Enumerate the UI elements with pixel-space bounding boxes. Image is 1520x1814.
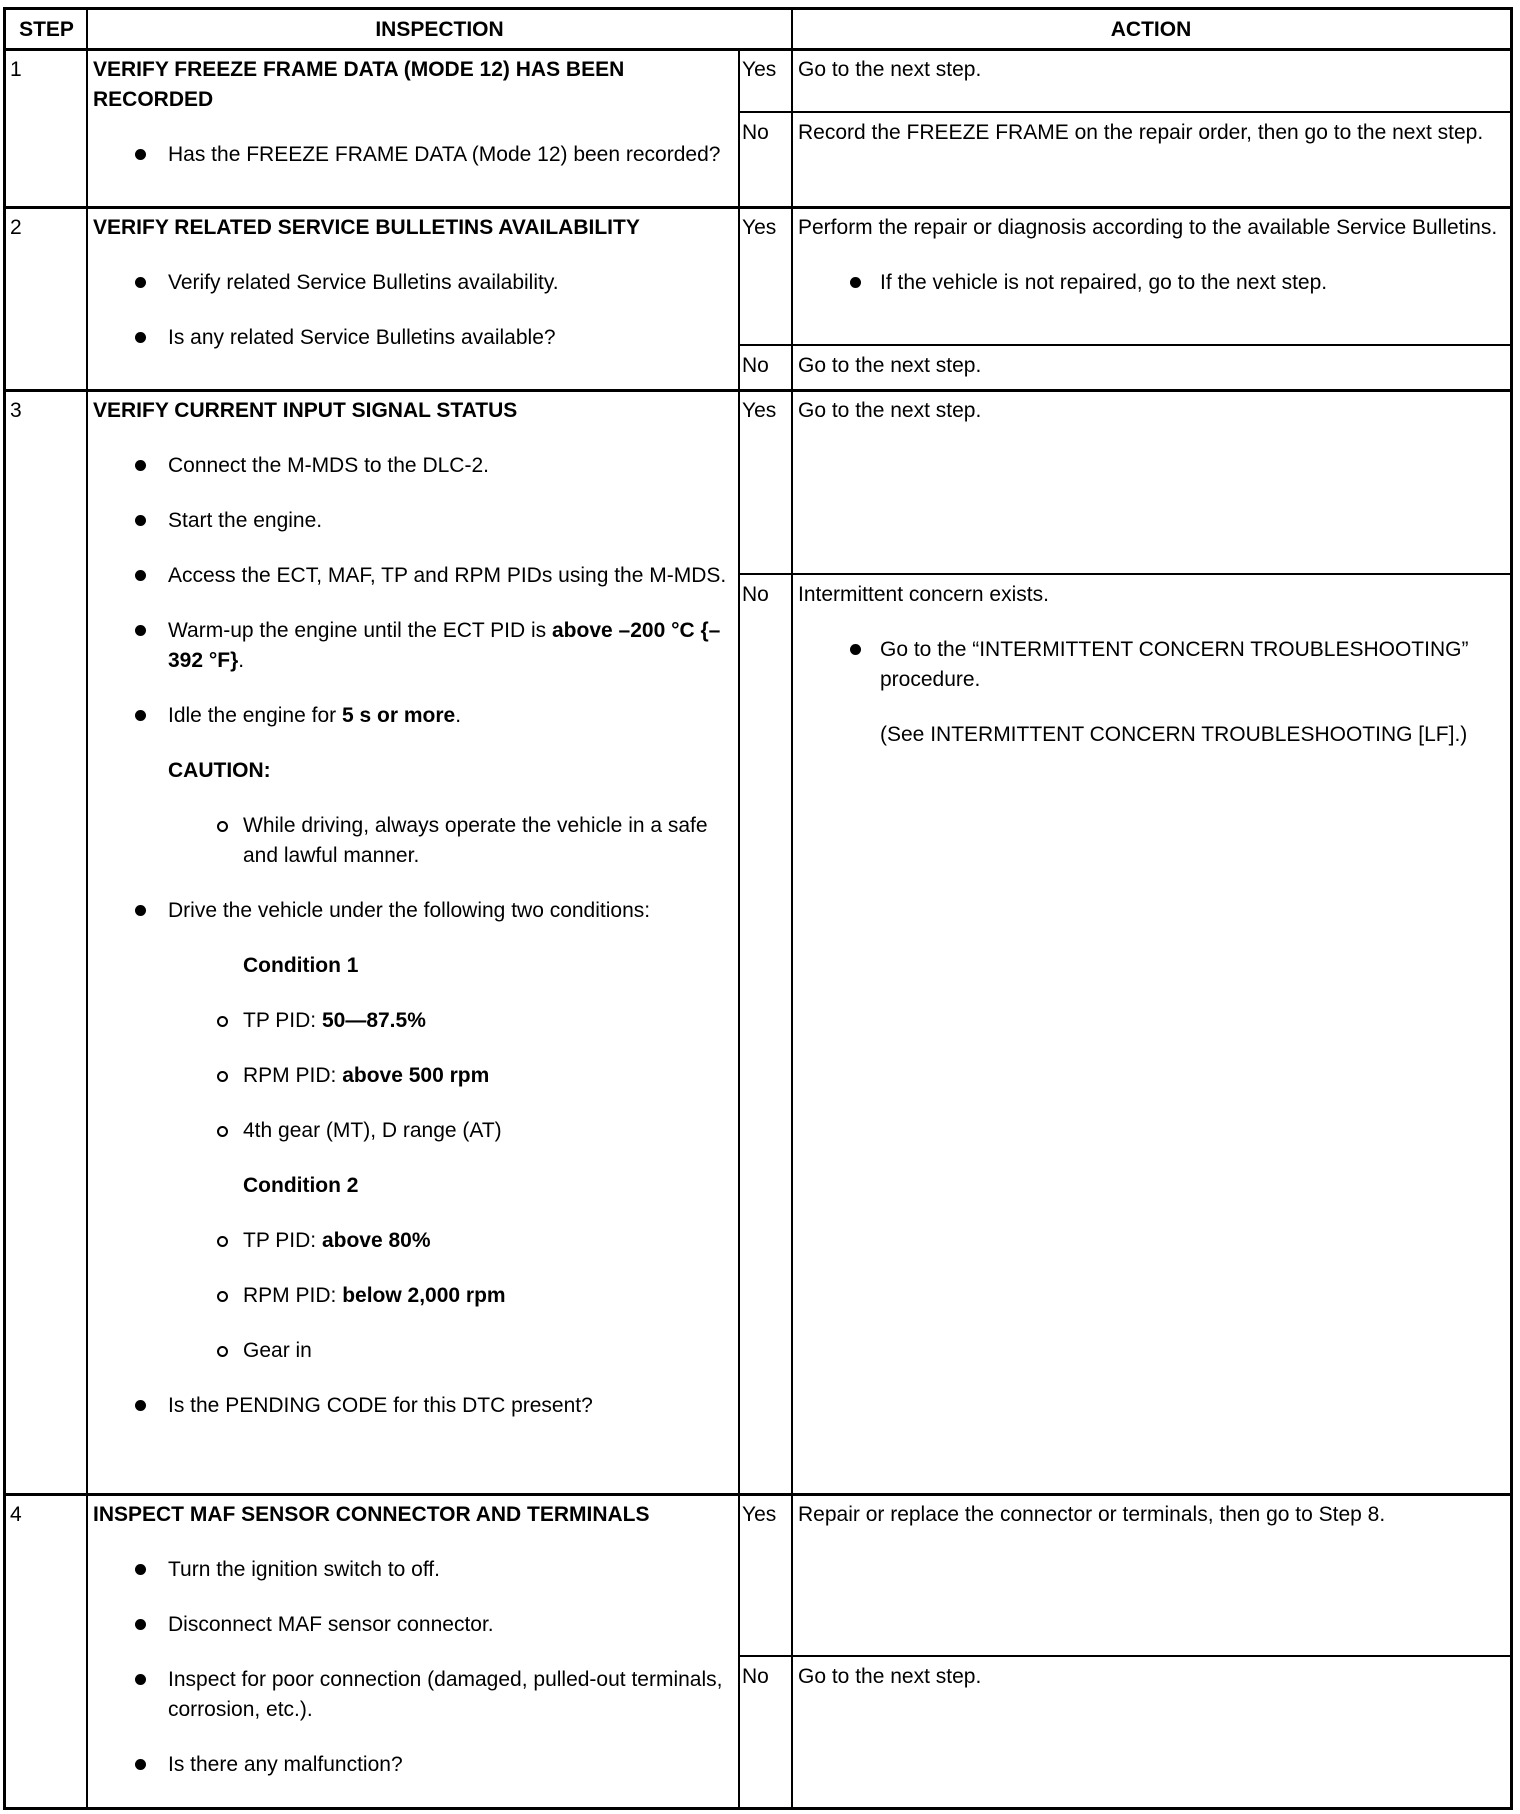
section-label bbox=[93, 756, 733, 786]
text-segment: TP PID: bbox=[243, 1229, 322, 1252]
row-divider bbox=[739, 1655, 1510, 1657]
text-segment: RPM PID: bbox=[243, 1064, 343, 1087]
step-number: 3 bbox=[10, 399, 22, 422]
bullet-item bbox=[798, 268, 1504, 298]
text-segment: Idle the engine for bbox=[168, 704, 342, 727]
text-segment: Gear in bbox=[243, 1339, 312, 1362]
yes-action-cell bbox=[792, 207, 1510, 345]
sub-bullet-item bbox=[93, 811, 733, 871]
text-segment: . bbox=[238, 649, 245, 672]
column-divider bbox=[738, 49, 740, 207]
sub-bullet-item bbox=[93, 1061, 733, 1091]
bullet-item bbox=[93, 616, 733, 676]
text-segment: VERIFY FREEZE FRAME DATA (MODE 12) HAS BEEN RECORDED bbox=[93, 58, 625, 111]
paragraph bbox=[798, 55, 1504, 85]
sub-bullet-item bbox=[93, 1116, 733, 1146]
header-step: STEP bbox=[19, 18, 74, 41]
text-segment: Go to the next step. bbox=[798, 1665, 982, 1688]
text-segment: Disconnect MAF sensor connector. bbox=[168, 1613, 494, 1636]
bullet-item bbox=[93, 1391, 733, 1421]
column-divider bbox=[738, 390, 740, 1494]
text-segment: Repair or replace the connector or terminals, then go to Step 8. bbox=[798, 1503, 1386, 1526]
no-action-cell bbox=[792, 1656, 1510, 1807]
text-segment: Condition 2 bbox=[243, 1174, 359, 1197]
bullet-item bbox=[798, 635, 1504, 695]
paragraph bbox=[798, 396, 1504, 426]
sub-bullet-item bbox=[93, 1226, 733, 1256]
no-label: No bbox=[742, 583, 769, 606]
text-segment: Is any related Service Bulletins available? bbox=[168, 326, 556, 349]
bullet-item bbox=[93, 323, 733, 353]
text-segment: INSPECT MAF SENSOR CONNECTOR AND TERMINALS bbox=[93, 1503, 650, 1526]
sub-bullet-item bbox=[93, 1006, 733, 1036]
step-title bbox=[93, 396, 733, 426]
text-segment: Inspect for poor connection (damaged, pulled-out terminals, corrosion, etc.). bbox=[168, 1668, 723, 1721]
no-action-cell bbox=[792, 574, 1510, 1494]
step-title bbox=[93, 55, 733, 115]
bullet-item bbox=[93, 506, 733, 536]
section-label bbox=[93, 951, 733, 981]
text-segment: above 500 rpm bbox=[342, 1064, 490, 1087]
sub-bullet-item bbox=[93, 1336, 733, 1366]
inspection-cell bbox=[87, 390, 739, 1494]
text-segment: Go to the next step. bbox=[798, 354, 982, 377]
paragraph bbox=[798, 1500, 1504, 1530]
text-segment: Go to the next step. bbox=[798, 399, 982, 422]
text-segment: 4th gear (MT), D range (AT) bbox=[243, 1119, 502, 1142]
bullet-item bbox=[93, 1665, 733, 1725]
row-divider bbox=[739, 573, 1510, 575]
paragraph bbox=[798, 720, 1504, 750]
text-segment: above –200 °C {–392 °F} bbox=[168, 619, 721, 672]
text-segment: (See INTERMITTENT CONCERN TROUBLESHOOTING [LF].) bbox=[880, 723, 1468, 746]
bullet-item bbox=[93, 561, 733, 591]
yes-action-cell bbox=[792, 390, 1510, 574]
text-segment: Is the PENDING CODE for this DTC present? bbox=[168, 1394, 593, 1417]
text-segment: Has the FREEZE FRAME DATA (Mode 12) been recorded? bbox=[168, 143, 721, 166]
text-segment: Go to the next step. bbox=[798, 58, 982, 81]
no-label: No bbox=[742, 121, 769, 144]
header-action: ACTION bbox=[1110, 18, 1192, 41]
text-segment: TP PID: bbox=[243, 1009, 322, 1032]
yes-label: Yes bbox=[742, 58, 777, 81]
paragraph bbox=[798, 1662, 1504, 1692]
text-segment: Is there any malfunction? bbox=[168, 1753, 403, 1776]
inspection-cell bbox=[87, 207, 739, 390]
paragraph bbox=[798, 213, 1504, 243]
bullet-item bbox=[93, 268, 733, 298]
text-segment: Record the FREEZE FRAME on the repair order, then go to the next step. bbox=[798, 121, 1484, 144]
paragraph bbox=[798, 351, 1504, 381]
text-segment: Go to the “INTERMITTENT CONCERN TROUBLESHOOTING” procedure. bbox=[880, 638, 1469, 691]
sub-bullet-item bbox=[93, 1281, 733, 1311]
step-number: 2 bbox=[10, 216, 22, 239]
paragraph bbox=[798, 118, 1504, 148]
text-segment: Start the engine. bbox=[168, 509, 323, 532]
text-segment: CAUTION: bbox=[168, 759, 271, 782]
text-segment: Warm-up the engine until the ECT PID is bbox=[168, 619, 552, 642]
row-divider bbox=[739, 344, 1510, 346]
no-action-cell bbox=[792, 345, 1510, 390]
text-segment: VERIFY RELATED SERVICE BULLETINS AVAILABILITY bbox=[93, 216, 640, 239]
bullet-item bbox=[93, 1610, 733, 1640]
text-segment: 50—87.5% bbox=[321, 1009, 426, 1032]
bullet-item bbox=[93, 896, 733, 926]
header-inspection: INSPECTION bbox=[375, 18, 504, 41]
text-segment: While driving, always operate the vehicle in a safe and lawful manner. bbox=[243, 814, 708, 867]
no-label: No bbox=[742, 1665, 769, 1688]
yes-label: Yes bbox=[742, 1503, 777, 1526]
text-segment: RPM PID: bbox=[243, 1284, 343, 1307]
text-segment: Connect the M-MDS to the DLC-2. bbox=[168, 454, 489, 477]
text-segment: Condition 1 bbox=[243, 954, 359, 977]
yes-action-cell bbox=[792, 49, 1510, 112]
step-title bbox=[93, 1500, 733, 1530]
step-number: 4 bbox=[10, 1503, 22, 1526]
yes-label: Yes bbox=[742, 216, 777, 239]
no-action-cell bbox=[792, 112, 1510, 207]
text-segment: VERIFY CURRENT INPUT SIGNAL STATUS bbox=[93, 399, 518, 422]
section-label bbox=[93, 1171, 733, 1201]
no-label: No bbox=[742, 354, 769, 377]
bullet-item bbox=[93, 1750, 733, 1780]
bullet-item bbox=[93, 701, 733, 731]
yes-action-cell bbox=[792, 1494, 1510, 1656]
paragraph bbox=[798, 580, 1504, 610]
column-divider bbox=[738, 1494, 740, 1807]
row-divider bbox=[739, 111, 1510, 113]
yes-label: Yes bbox=[742, 399, 777, 422]
text-segment: above 80% bbox=[321, 1229, 431, 1252]
text-segment: If the vehicle is not repaired, go to the next step. bbox=[880, 271, 1328, 294]
text-segment: Access the ECT, MAF, TP and RPM PIDs using the M-MDS. bbox=[168, 564, 727, 587]
text-segment: Turn the ignition switch to off. bbox=[168, 1558, 440, 1581]
step-title bbox=[93, 213, 733, 243]
text-segment: below 2,000 rpm bbox=[342, 1284, 506, 1307]
text-segment: . bbox=[455, 704, 462, 727]
text-segment: Verify related Service Bulletins availability. bbox=[168, 271, 559, 294]
column-divider bbox=[738, 207, 740, 390]
bullet-item bbox=[93, 140, 733, 170]
text-segment: Drive the vehicle under the following two conditions: bbox=[168, 899, 651, 922]
bullet-item bbox=[93, 1555, 733, 1585]
text-segment: 5 s or more bbox=[341, 704, 456, 727]
inspection-cell bbox=[87, 49, 739, 207]
step-number: 1 bbox=[10, 58, 22, 81]
text-segment: Perform the repair or diagnosis according to the available Service Bulletins. bbox=[798, 216, 1498, 239]
text-segment: Intermittent concern exists. bbox=[798, 583, 1049, 606]
bullet-item bbox=[93, 451, 733, 481]
diagnostic-procedure-table bbox=[3, 7, 1513, 1810]
inspection-cell bbox=[87, 1494, 739, 1807]
